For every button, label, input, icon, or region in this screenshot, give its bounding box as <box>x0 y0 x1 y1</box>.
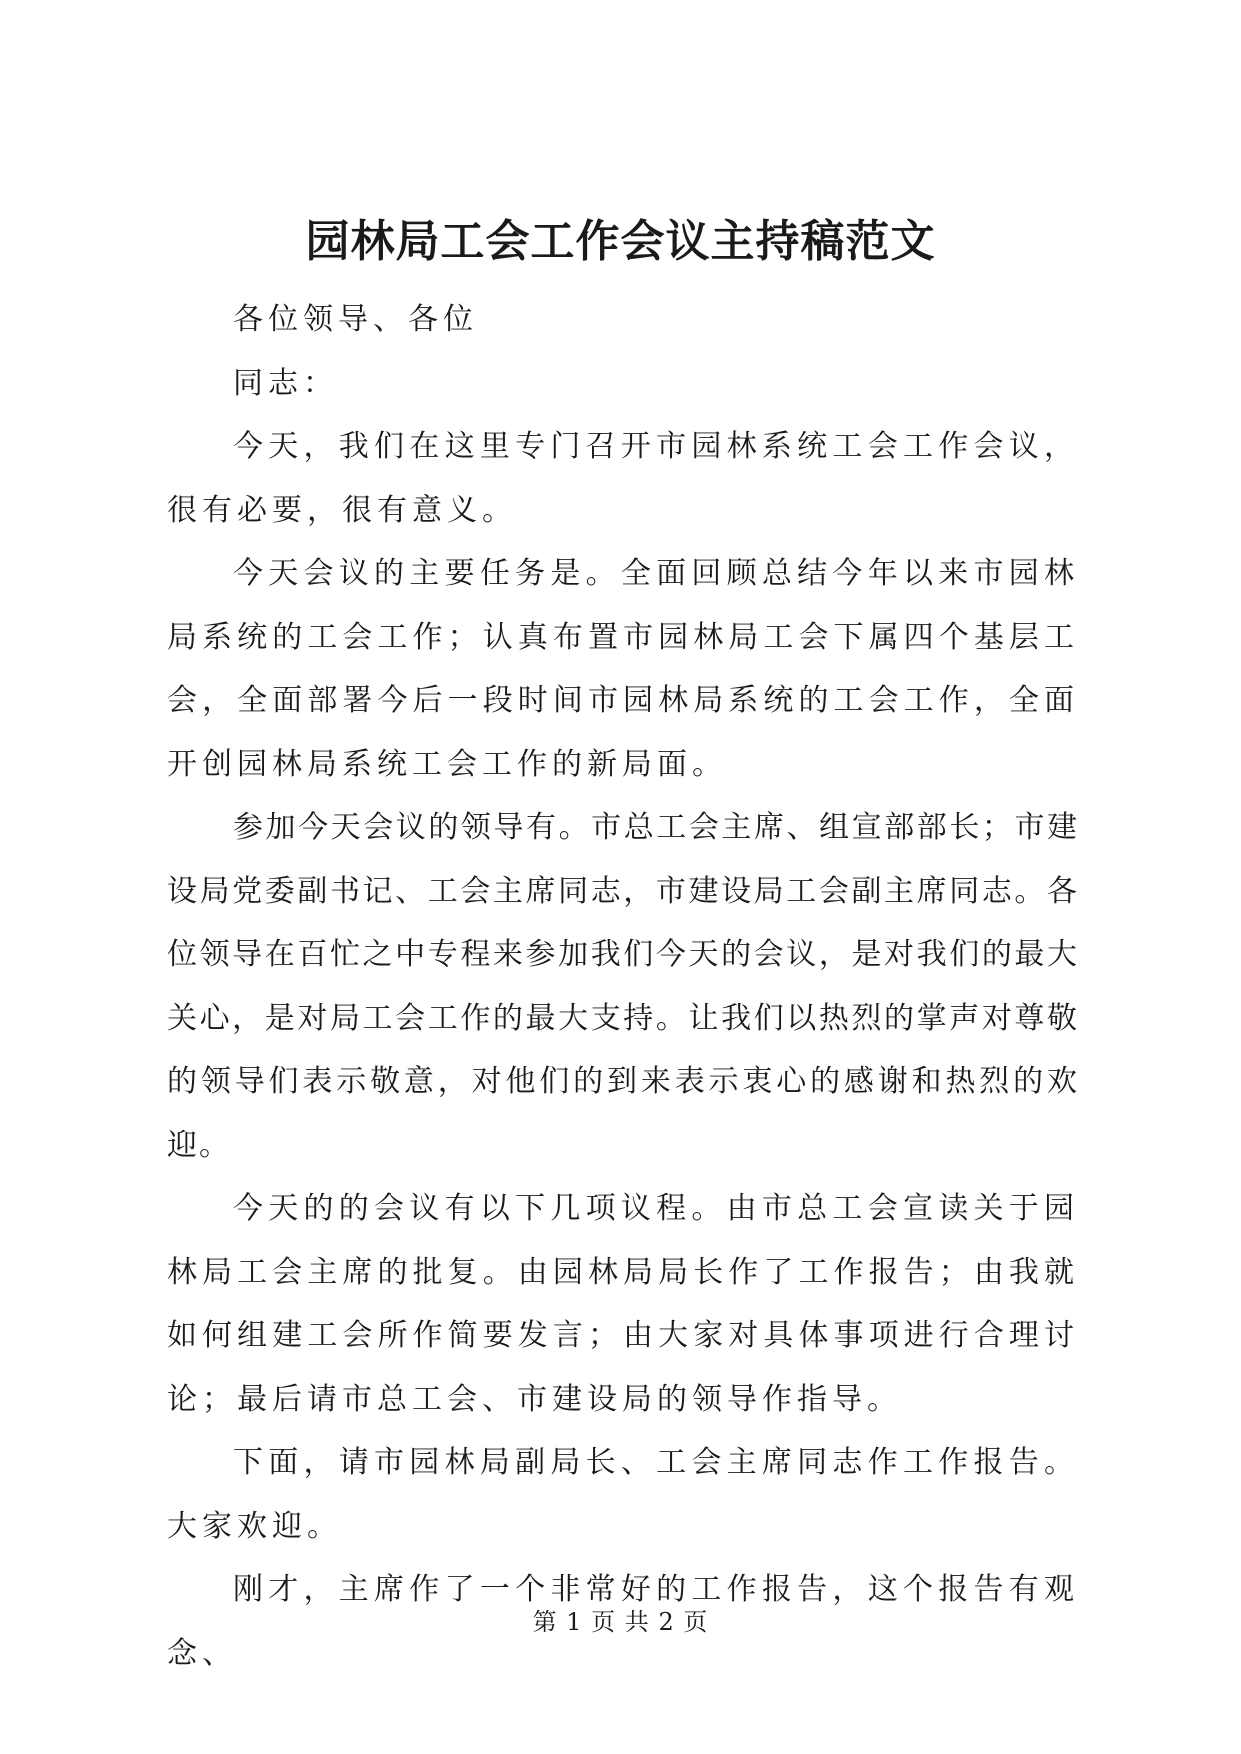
paragraph-report-comment: 刚才，主席作了一个非常好的工作报告，这个报告有观念、 <box>167 1572 1079 1671</box>
document-title: 园林局工会工作会议主持稿范文 <box>305 216 936 267</box>
paragraph-opening: 今天，我们在这里专门召开市园林系统工会工作会议，很有必要，很有意义。 <box>167 429 1079 528</box>
paragraph-salutation-2: 同志： <box>233 365 338 401</box>
paragraph-main-tasks: 今天会议的主要任务是。全面回顾总结今年以来市园林局系统的工会工作；认真布置市园林局工会下属四个基层工会，全面部署今后一段时间市园林局系统的工会工作，全面开创园林局系统工会工作的新局面。 <box>167 556 1079 782</box>
paragraph-attending-leaders: 参加今天会议的领导有。市总工会主席、组宣部部长；市建设局党委副书记、工会主席同志，市建设局工会副主席同志。各位领导在百忙之中专程来参加我们今天的会议，是对我们的最大关心，是对局工会工作的最大支持。让我们以热烈的掌声对尊敬的领导们表示敬意，对他们的到来表示衷心的感谢和热烈的欢迎。 <box>167 810 1079 1163</box>
document-body <box>167 288 1079 1685</box>
page-number-label: 第 1 页 共 2 页 <box>532 1608 709 1636</box>
page-footer <box>0 1606 1241 1638</box>
paragraph-agenda: 今天的的会议有以下几项议程。由市总工会宣读关于园林局工会主席的批复。由园林局局长作了工作报告；由我就如何组建工会所作简要发言；由大家对具体事项进行合理讨论；最后请市总工会、市建设局的领导作指导。 <box>167 1191 1079 1417</box>
paragraph-salutation-1: 各位领导、各位 <box>233 302 478 337</box>
paragraph-report-intro: 下面，请市园林局副局长、工会主席同志作工作报告。大家欢迎。 <box>167 1445 1079 1544</box>
